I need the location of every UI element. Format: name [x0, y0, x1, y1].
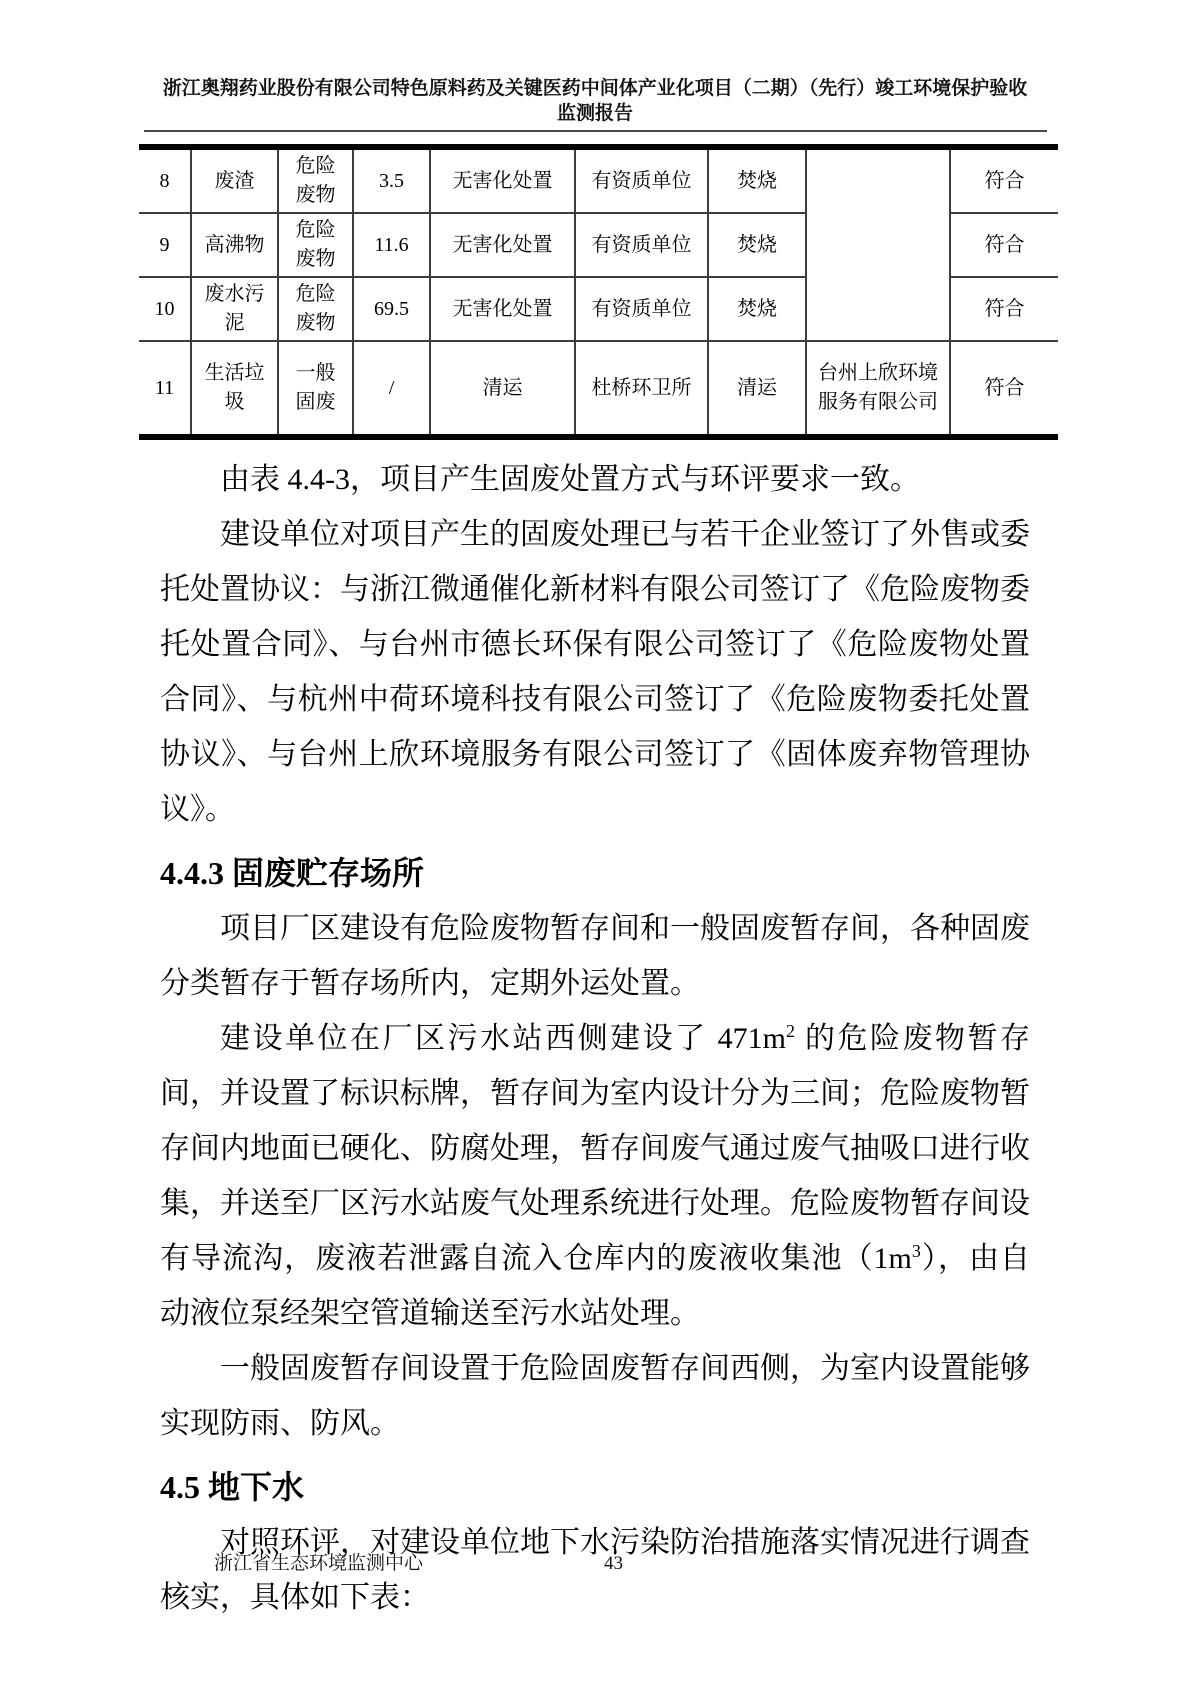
- section-heading-4-4-3: 4.4.3 固废贮存场所: [160, 855, 425, 891]
- superscript-square-meters: 2: [785, 1021, 795, 1041]
- paragraph-general-storage: 一般固废暂存间设置于危险固废暂存间西侧，为室内设置能够实现防雨、防风。: [160, 1352, 1030, 1440]
- header-title-line1: 浙江奥翔药业股份有限公司特色原料药及关键医药中间体产业化项目（二期）（先行）竣工环境保护验收: [162, 78, 1028, 99]
- cell-method: 焚烧: [708, 277, 806, 341]
- cell-no: 10: [139, 277, 191, 341]
- cell-waste-name: 高沸物: [191, 213, 278, 277]
- cell-unit: 有资质单位: [575, 277, 708, 341]
- cell-waste-type: 一般固废: [278, 341, 353, 437]
- page-header: [144, 0, 1047, 132]
- hazardous-storage-text-2: 的危险废物暂存间，并设置了标识标牌，暂存间为室内设计分为三间；危险废物暂存间内地面已硬化、防腐处理，暂存间废气通过废气抽吸口进行收集，并送至厂区污水站废气处理系统进行处理。危险废物暂存间设有导流沟，废液若泄露自流入仓库内的废液收集池（1m: [160, 1022, 1031, 1275]
- cell-result: 符合: [950, 341, 1058, 437]
- paragraph-table-conclusion: 由表 4.4-3，项目产生固废处置方式与环评要求一致。: [220, 463, 920, 496]
- solid-waste-disposal-table: [139, 144, 1058, 440]
- cell-amount: 11.6: [353, 213, 430, 277]
- table-row: [139, 147, 1058, 213]
- header-title: [144, 76, 1047, 126]
- cell-unit: 有资质单位: [575, 147, 708, 213]
- hazardous-storage-text-1: 建设单位在厂区污水站西侧建设了 471m: [220, 1022, 786, 1055]
- footer-page-number: 43: [604, 1553, 623, 1574]
- cell-company: 台州上欣环境服务有限公司: [806, 341, 950, 437]
- paragraph-disposal-agreements: 建设单位对项目产生的固废处理已与若干企业签订了外售或委托处置协议：与浙江微通催化新材料有限公司签订了《危险废物委托处置合同》、与台州市德长环保有限公司签订了《危险废物处置合同》、与杭州中荷环境科技有限公司签订了《危险废物委托处置协议》、与台州上欣环境服务有限公司签订了《固体废弃物管理协议》。: [160, 518, 1030, 826]
- header-title-line2: 监测报告: [556, 103, 633, 124]
- hazardous-storage-text-3: ），由自动液位泵经架空管道输送至污水站处理。: [160, 1242, 1031, 1330]
- cell-no: 9: [139, 213, 191, 277]
- cell-disposal: 清运: [430, 341, 575, 437]
- cell-waste-type: 危险废物: [278, 147, 353, 213]
- cell-amount: /: [353, 341, 430, 437]
- cell-disposal: 无害化处置: [430, 277, 575, 341]
- cell-waste-name: 生活垃圾: [191, 341, 278, 437]
- paragraph-groundwater-intro: 对照环评，对建设单位地下水污染防治措施落实情况进行调查核实，具体如下表：: [160, 1526, 1030, 1614]
- paragraph-hazardous-storage: [160, 1011, 1030, 1341]
- table-row: [139, 341, 1058, 437]
- paragraph-storage-overview: 项目厂区建设有危险废物暂存间和一般固废暂存间，各种固废分类暂存于暂存场所内，定期外运处置。: [160, 912, 1030, 1000]
- cell-result: 符合: [950, 277, 1058, 341]
- cell-method: 焚烧: [708, 213, 806, 277]
- cell-method: 焚烧: [708, 147, 806, 213]
- cell-disposal: 无害化处置: [430, 147, 575, 213]
- cell-result: 符合: [950, 213, 1058, 277]
- cell-waste-type: 危险废物: [278, 213, 353, 277]
- cell-disposal: 无害化处置: [430, 213, 575, 277]
- document-body: [0, 440, 1190, 1625]
- cell-waste-name: 废水污泥: [191, 277, 278, 341]
- cell-unit: 有资质单位: [575, 213, 708, 277]
- cell-no: 11: [139, 341, 191, 437]
- cell-waste-name: 废渣: [191, 147, 278, 213]
- cell-no: 8: [139, 147, 191, 213]
- cell-unit: 杜桥环卫所: [575, 341, 708, 437]
- footer-organization: 浙江省生态环境监测中心: [214, 1553, 424, 1574]
- cell-result: 符合: [950, 147, 1058, 213]
- cell-method: 清运: [708, 341, 806, 437]
- cell-company-merged: [806, 147, 950, 341]
- section-heading-4-5: 4.5 地下水: [160, 1469, 305, 1505]
- cell-amount: 3.5: [353, 147, 430, 213]
- cell-amount: 69.5: [353, 277, 430, 341]
- superscript-cubic-meters: 3: [911, 1241, 921, 1261]
- cell-waste-type: 危险废物: [278, 277, 353, 341]
